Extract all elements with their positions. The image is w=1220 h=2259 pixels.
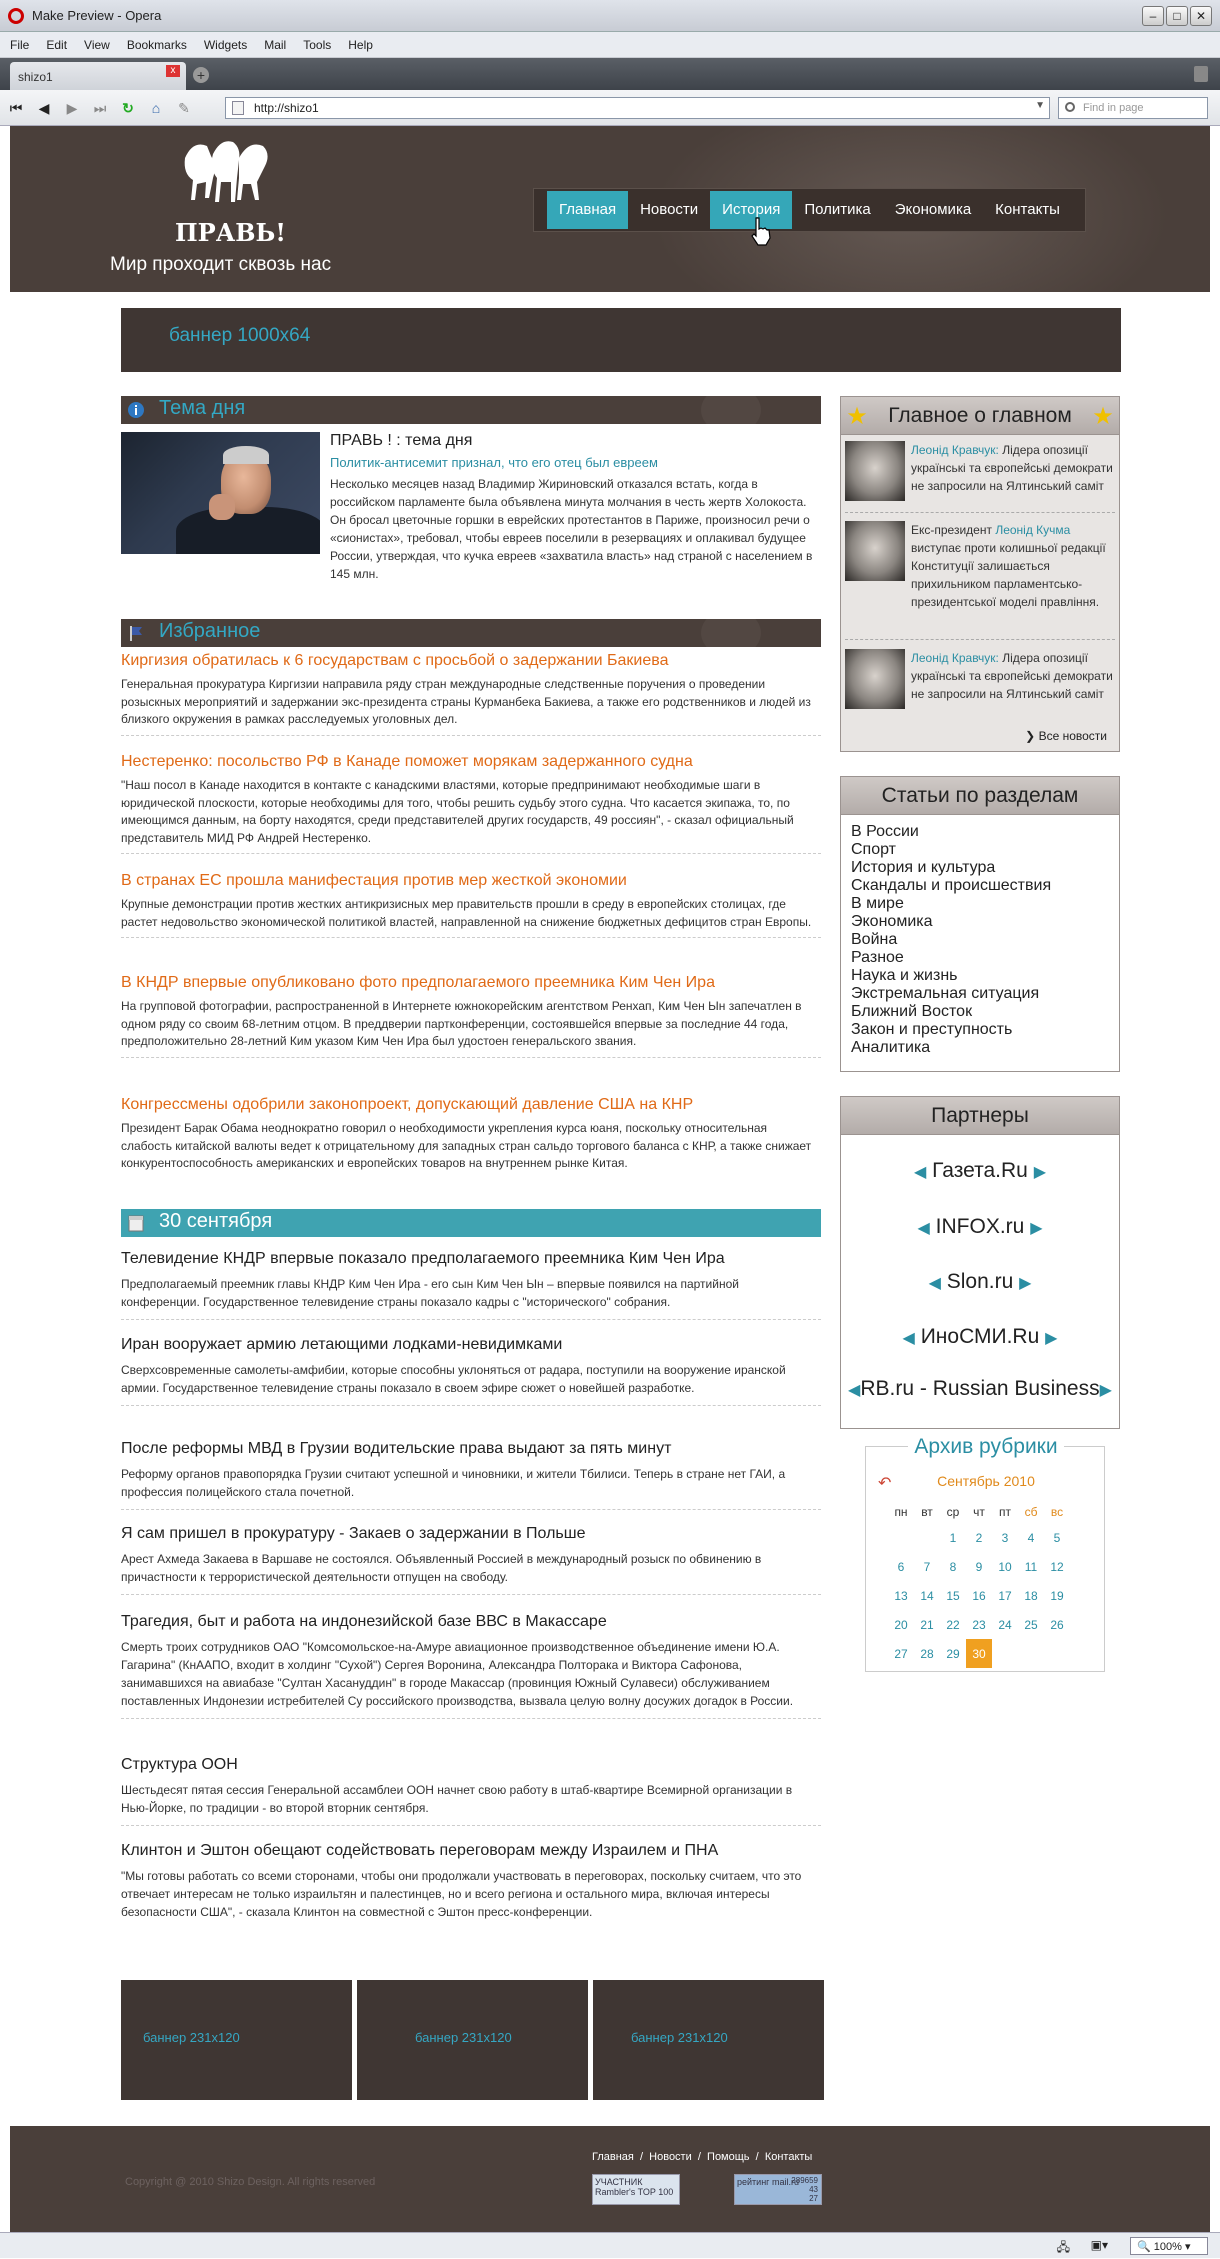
main-news-item — [845, 521, 1115, 625]
calendar-day[interactable]: 10 — [998, 1559, 1012, 1574]
menu-mail[interactable]: Mail — [264, 37, 287, 52]
main-news-text: Лідера опозиції українські та європейські демократи не запросили на Ялтинський саміт — [911, 443, 1113, 493]
menu-widgets[interactable]: Widgets — [203, 37, 248, 52]
tab-shizo1[interactable] — [10, 62, 186, 90]
arrow-right-icon: ▶ — [1033, 1164, 1047, 1181]
opera-logo-icon — [8, 8, 24, 24]
weekday: пт — [999, 1505, 1011, 1519]
arrow-left-icon: ◀ — [848, 1382, 861, 1399]
arrow-left-icon: ◀ — [928, 1275, 941, 1292]
address-input[interactable] — [225, 97, 1050, 119]
day-item — [121, 1440, 821, 1510]
section-day-header — [121, 1209, 821, 1237]
horses-logo-icon — [175, 138, 275, 218]
categories-list — [841, 815, 1119, 1065]
calendar-day — [992, 1639, 1018, 1668]
footer-link[interactable]: Контакты — [764, 2151, 813, 2163]
person-name-link[interactable]: Леонід Кравчук: — [911, 651, 999, 665]
footer-links: Главная / Новости / Помощь / Контакты — [592, 2151, 813, 2163]
day-item — [121, 1613, 821, 1719]
rewind-icon[interactable]: ⏮ — [9, 99, 23, 116]
site-brand[interactable]: ПРАВЬ! — [175, 218, 286, 247]
footer-link[interactable]: Помощь — [707, 2151, 750, 2163]
all-news-link[interactable] — [1025, 729, 1107, 743]
person-photo[interactable] — [845, 441, 905, 501]
arrow-right-icon: ▶ — [1030, 1220, 1043, 1237]
category-link[interactable]: История и культура — [851, 859, 996, 876]
favorites-item-text: Президент Барак Обама неоднократно говорил о необходимости укрепления курса юаня, поскольку относительная слабость китайской валюты ведет к отрицательному для западных стран сальдо торгового баланса с КНР, а также снижает конкурентоспособность американских и европейских товаров на внутреннем рынке Китая. — [121, 1121, 812, 1170]
calendar-day[interactable]: 25 — [1024, 1617, 1038, 1632]
nav-history[interactable]: История — [710, 191, 792, 229]
category-link[interactable]: Экстремальная ситуация — [851, 985, 1040, 1002]
calendar-day[interactable]: 7 — [923, 1559, 931, 1574]
category-link[interactable]: Спорт — [851, 841, 896, 858]
trash-icon[interactable] — [1194, 66, 1208, 82]
category-link[interactable]: Скандалы и происшествия — [851, 877, 1052, 894]
fast-forward-icon[interactable]: ⏭ — [93, 99, 107, 116]
category-link[interactable]: Аналитика — [851, 1039, 931, 1056]
day-item-title[interactable]: Иран вооружает армию летающими лодками-невидимками — [121, 1336, 563, 1353]
partner-label: Газета.Ru — [932, 1159, 1028, 1182]
tab-bar — [0, 58, 1220, 90]
site-footer — [10, 2126, 1210, 2232]
nav-contacts[interactable]: Контакты — [995, 201, 1060, 218]
banner-231x120[interactable]: баннер 231x120 — [121, 1980, 352, 2100]
calendar-grid — [888, 1501, 1070, 1668]
nav-politics[interactable]: Политика — [804, 201, 871, 218]
search-icon — [1065, 102, 1075, 112]
calendar-day[interactable]: 27 — [894, 1646, 908, 1661]
favorites-item — [121, 974, 821, 1058]
archive-title: Архив рубрики — [908, 1435, 1063, 1458]
back-icon[interactable]: ◀ — [38, 99, 50, 116]
back-arrow-icon[interactable]: ↶ — [878, 1475, 892, 1492]
person-name-link[interactable]: Леонід Кучма — [995, 523, 1071, 537]
day-item-title[interactable]: Я сам пришел в прокуратуру - Закаев о задержании в Польше — [121, 1525, 586, 1542]
counter-value: 27 — [809, 2194, 818, 2203]
categories-header: Статьи по разделам — [841, 777, 1119, 815]
calendar-day[interactable]: 9 — [975, 1559, 983, 1574]
main-news-prefix: Екс-президент — [911, 523, 996, 537]
menu-bar — [0, 32, 1220, 58]
favorites-item — [121, 872, 821, 938]
calendar-day[interactable]: 12 — [1050, 1559, 1064, 1574]
menu-help[interactable]: Help — [348, 37, 373, 52]
favorites-item — [121, 1096, 821, 1173]
partner-label: RB.ru - Russian Business — [860, 1377, 1100, 1400]
main-news-text: Лідера опозиції українські та європейські демократи не запросили на Ялтинський саміт — [911, 651, 1113, 701]
topic-photo[interactable] — [121, 432, 320, 554]
category-link[interactable]: Экономика — [851, 913, 933, 930]
flag-icon — [127, 624, 145, 642]
menu-edit[interactable]: Edit — [46, 37, 68, 52]
hand-cursor-icon — [750, 216, 772, 246]
calendar-day — [888, 1523, 914, 1552]
arrow-left-icon: ◀ — [917, 1220, 930, 1237]
favorites-item — [121, 652, 821, 736]
counter-value: 289659 — [791, 2176, 818, 2185]
favorites-item-text: На групповой фотографии, распространенной в Интернете южнокорейским агентством Ренхап, Ким Чен Ын запечатлен в одном ряду со своим 68-летним отцом. В преддверии партконференции, состоявшейся впервые за последние 44 года, предположительно 28-летний Ким указом Ким Чен Ира был удостоен генеральского звания. — [121, 999, 802, 1048]
menu-view[interactable]: View — [84, 37, 110, 52]
day-item-title[interactable]: Трагедия, быт и работа на индонезийской базе ВВС в Макассаре — [121, 1613, 607, 1630]
favorites-item-text: Генеральная прокуратура Киргизии направила ряду стран международные следственные поручения о проведении розыскных мероприятий и задержании экс-президента страны Курманбека Бакиева, а также его родственников и людей из близкого окружения в рамках расследуемых уголовных дел. — [121, 677, 811, 726]
calendar-day[interactable]: 1 — [949, 1530, 957, 1545]
calendar-day[interactable]: 21 — [920, 1617, 934, 1632]
copyright: Copyright @ 2010 Shizo Design. All rights reserved — [125, 2176, 376, 2188]
main-news-title: Главное о главном — [888, 404, 1072, 427]
address-toolbar — [0, 90, 1220, 126]
section-topic-title: Тема дня — [159, 397, 246, 419]
partner-label: ИноСМИ.Ru — [920, 1325, 1040, 1348]
maximize-button[interactable]: □ — [1166, 6, 1188, 26]
menu-file[interactable]: File — [10, 37, 30, 52]
calendar-day[interactable]: 11 — [1024, 1559, 1038, 1574]
banner-231x120[interactable]: баннер 231x120 — [357, 1980, 588, 2100]
category-link[interactable]: В России — [851, 823, 919, 840]
nav-home[interactable]: Главная — [547, 191, 628, 229]
day-item-text: Реформу органов правопорядка Грузии считают успешной и чиновники, и жители Тбилиси. Теперь в стране нет ГАИ, а профессия полицейского стала почетной. — [121, 1467, 786, 1499]
mailru-label: рейтинг mail.ru — [737, 2177, 799, 2187]
favorites-item-title[interactable]: Конгрессмены одобрили законопроект, допускающий давление США на КНР — [121, 1096, 694, 1113]
favorites-item-text: Крупные демонстрации против жестких антикризисных мер правительств прошли в среду в европейских столицах, где растет недовольство экономической политикой властей, направленной на снижение бюджетных дефицитов стран Европы. — [121, 897, 812, 929]
tab-title: shizo1 — [18, 70, 53, 84]
day-item-title[interactable]: После реформы МВД в Грузии водительские права выдают за пять минут — [121, 1440, 672, 1457]
day-item-text: Сверхсовременные самолеты-амфибии, которые способны уклоняться от радара, поступили на вооружение иранской армии. Государственное телевидение страны показало в своем эфире сюжет о новейшей разработке. — [121, 1363, 786, 1395]
topic-subtitle-link[interactable]: Политик-антисемит признал, что его отец был евреем — [330, 455, 658, 470]
category-link[interactable]: Закон и преступность — [851, 1021, 1013, 1038]
menu-bookmarks[interactable]: Bookmarks — [126, 37, 187, 52]
star-icon: ★ — [1092, 403, 1114, 430]
day-item-text: Шестьдесят пятая сессия Генеральной ассамблеи ООН начнет свою работу в штаб-квартире Всемирной организации в Нью-Йорке, по традиции - во второй вторник сентября. — [121, 1783, 793, 1815]
partner-link[interactable] — [841, 1325, 1119, 1349]
calendar-day — [1044, 1639, 1070, 1668]
arrow-left-icon: ◀ — [902, 1330, 915, 1347]
calendar-day[interactable]: 22 — [946, 1617, 960, 1632]
calendar-day[interactable]: 23 — [972, 1617, 986, 1632]
new-tab-button[interactable]: + — [193, 67, 209, 83]
day-item — [121, 1525, 821, 1595]
site-header — [10, 126, 1210, 292]
topic-text: Несколько месяцев назад Владимир Жириновский отказался встать, когда в российском парламенте была объявлена минута молчания в честь жертв Холокоста. Он бросал цветочные горшки в еврейских протестантов в Париже, произносил речи о «сионистах», требовал, чтобы евреев поселили в резервациях и оплакивал будущее России, утверждая, что кучка евреев «захватила власть» над страной с населением в 145 млн. — [330, 477, 813, 581]
title-bar — [0, 0, 1220, 32]
archive-month[interactable]: Сентябрь 2010 — [937, 1473, 1035, 1489]
zoom-value: 100% — [1153, 2241, 1182, 2253]
day-item-title[interactable]: Структура ООН — [121, 1756, 238, 1773]
mailru-counter[interactable] — [734, 2174, 822, 2205]
calendar-day — [1018, 1639, 1044, 1668]
category-link[interactable]: В мире — [851, 895, 904, 912]
category-link[interactable]: Разное — [851, 949, 904, 966]
favorites-item-title[interactable]: Киргизия обратилась к 6 государствам с просьбой о задержании Бакиева — [121, 652, 669, 669]
weekday: вт — [921, 1505, 933, 1519]
calendar-day[interactable]: 16 — [972, 1588, 986, 1603]
day-item-title[interactable]: Телевидение КНДР впервые показало предполагаемого преемника Ким Чен Ира — [121, 1250, 725, 1267]
calendar-day — [914, 1523, 940, 1552]
calendar-day[interactable]: 18 — [1024, 1588, 1038, 1603]
calendar-day[interactable]: 3 — [1001, 1530, 1009, 1545]
calendar-day[interactable]: 28 — [920, 1646, 934, 1661]
minimize-button[interactable]: – — [1142, 6, 1164, 26]
day-item-text: Арест Ахмеда Закаева в Варшаве не состоялся. Объявленный Россией в международный розыск по обвинению в причастности к террористической деятельности отпущен на свободу. — [121, 1552, 762, 1584]
favorites-item-title[interactable]: В странах ЕС прошла манифестация против мер жесткой экономии — [121, 872, 627, 889]
day-item-title[interactable]: Клинтон и Эштон обещают содействовать переговорам между Израилем и ПНА — [121, 1842, 719, 1859]
main-nav — [533, 188, 1086, 232]
url-text: http://shizo1 — [254, 101, 319, 115]
calendar-day[interactable]: 30 — [966, 1639, 992, 1668]
find-input[interactable] — [1058, 97, 1208, 119]
web-page — [10, 126, 1210, 2232]
day-item-text: Предполагаемый преемник главы КНДР Ким Чен Ира - его сын Ким Чен Ын – впервые появился на партийной конференции. Государственное телевидение страны показало кадры с "исторического" собрания. — [121, 1277, 739, 1309]
categories-box — [840, 776, 1120, 1072]
day-item-text: "Мы готовы работать со всеми сторонами, чтобы они продолжали участвовать в переговорах, поскольку считаем, что это отвечает интересам не только израильтян и палестинцев, но и всего региона и остального мира, включая интересы безопасности США", - сказала Клинтон на совместной с Эштон пресс-конференции. — [121, 1869, 802, 1919]
person-name-link[interactable]: Леонід Кравчук: — [911, 443, 999, 457]
archive-calendar — [865, 1435, 1105, 1672]
partner-link[interactable] — [841, 1159, 1119, 1183]
main-news-header — [841, 397, 1119, 435]
person-photo[interactable] — [845, 649, 905, 709]
calendar-day[interactable]: 20 — [894, 1617, 908, 1632]
reload-icon[interactable]: ↻ — [122, 99, 134, 116]
main-news-item — [845, 649, 1115, 713]
weekday: пн — [894, 1505, 908, 1519]
site-slogan: Мир проходит сквозь нас — [110, 254, 332, 275]
category-link[interactable]: Ближний Восток — [851, 1003, 973, 1020]
calendar-day[interactable]: 26 — [1050, 1617, 1064, 1632]
partners-box — [840, 1096, 1120, 1429]
star-icon: ★ — [846, 403, 868, 430]
counter-value: 43 — [809, 2185, 818, 2194]
footer-link[interactable]: Новости — [649, 2151, 692, 2163]
category-link[interactable]: Наука и жизнь — [851, 967, 958, 984]
calendar-day[interactable]: 8 — [949, 1559, 957, 1574]
info-icon — [127, 401, 145, 419]
rambler-counter[interactable]: УЧАСТНИК Rambler's TOP 100 — [592, 2174, 680, 2205]
page-icon — [232, 101, 244, 115]
main-news-box — [840, 396, 1120, 752]
menu-tools[interactable]: Tools — [303, 37, 332, 52]
person-photo[interactable] — [845, 521, 905, 581]
calendar-day[interactable]: 2 — [975, 1530, 983, 1545]
day-item — [121, 1250, 821, 1320]
nav-news[interactable]: Новости — [640, 201, 699, 218]
banner-1000x64[interactable]: баннер 1000x64 — [121, 308, 1121, 372]
arrow-right-icon: ▶ — [1045, 1330, 1058, 1347]
favorites-item — [121, 753, 821, 854]
day-item — [121, 1756, 821, 1826]
weekday: вс — [1050, 1505, 1064, 1519]
main-news-item — [845, 441, 1115, 505]
zoom-select[interactable]: 🔍 100% ▾ — [1130, 2237, 1208, 2255]
main-news-text: виступає проти колишньої редакції Конституції залишається прихильником парламентсько-президентської моделі правління. — [911, 541, 1106, 609]
favorites-item-title[interactable]: Нестеренко: посольство РФ в Канаде поможет морякам задержанного судна — [121, 753, 693, 770]
calendar-icon — [127, 1214, 145, 1232]
calendar-day[interactable]: 14 — [920, 1588, 934, 1603]
close-tab-icon[interactable]: x — [166, 65, 180, 77]
section-topic-header — [121, 396, 821, 424]
nav-economy[interactable]: Экономика — [894, 201, 972, 218]
partners-header: Партнеры — [841, 1097, 1119, 1135]
calendar-day[interactable]: 29 — [946, 1646, 960, 1661]
weekday: чт — [973, 1505, 985, 1519]
weekday: сб — [1024, 1505, 1038, 1519]
calendar-day[interactable]: 13 — [894, 1588, 908, 1603]
calendar-day[interactable]: 5 — [1053, 1530, 1061, 1545]
partner-label: INFOX.ru — [935, 1215, 1025, 1238]
calendar-day[interactable]: 15 — [946, 1588, 960, 1603]
chevron-down-icon[interactable]: ▼ — [1035, 100, 1045, 111]
network-icon[interactable]: 🖧 — [1056, 2240, 1070, 2254]
arrow-right-icon: ▶ — [1099, 1382, 1112, 1399]
view-icon[interactable]: ▣▾ — [1090, 2238, 1108, 2252]
calendar-day[interactable]: 4 — [1027, 1530, 1035, 1545]
forward-icon[interactable]: ▶ — [66, 99, 78, 116]
partner-link[interactable] — [841, 1270, 1119, 1294]
day-item-text: Смерть троих сотрудников ОАО "Комсомольское-на-Амуре авиационное производственное объединение имени Ю.А. Гагарина" (КнААПО, входит в холдинг "Сухой") Сергея Воронина, Александра Полторака и Виктора Сафонова, занимавшихся на авиабазе "Султан Хасануддин" в городе Макассар (провинция Южный Сулавеси) обслуживанием поставленных Индонезии истребителей Су российского производства, вызвала целую волну досужих догадок в России. — [121, 1640, 794, 1708]
section-day-title: 30 сентября — [159, 1210, 273, 1232]
window-title: Make Preview - Opera — [32, 8, 162, 23]
status-bar — [0, 2232, 1220, 2258]
day-item — [121, 1842, 821, 1921]
favorites-item-text: "Наш посол в Канаде находится в контакте с канадскими властями, которые предпринимают необходимые шаги в юридической плоскости, которые необходимы для того, чтобы решить судьбу этого судна. Что касается экипажа, то, по имеющимся данным, на борту находятся, среди представителей других государств, 49 россиян", - сказал официальный представитель МИД РФ Андрей Нестеренко. — [121, 778, 794, 845]
calendar-day[interactable]: 19 — [1050, 1588, 1064, 1603]
topic-title: ПРАВЬ ! : тема дня — [330, 432, 473, 449]
section-favorites-header — [121, 619, 821, 647]
arrow-left-icon: ◀ — [913, 1164, 927, 1181]
calendar-day[interactable]: 24 — [998, 1617, 1012, 1632]
weekday: ср — [946, 1505, 960, 1519]
day-item — [121, 1336, 821, 1406]
category-link[interactable]: Война — [851, 931, 898, 948]
home-icon[interactable]: ⌂ — [151, 99, 161, 116]
partner-link[interactable] — [841, 1215, 1119, 1239]
close-window-button[interactable]: ✕ — [1190, 6, 1212, 26]
footer-link[interactable]: Главная — [592, 2151, 634, 2163]
calendar-day[interactable]: 17 — [998, 1588, 1012, 1603]
double-chevron-right-icon: ❯ — [1025, 729, 1036, 743]
partner-label: Slon.ru — [946, 1270, 1014, 1293]
partner-link[interactable] — [841, 1377, 1119, 1401]
edit-icon[interactable]: ✎ — [178, 99, 190, 116]
arrow-right-icon: ▶ — [1019, 1275, 1032, 1292]
banner-231x120[interactable]: баннер 231x120 — [593, 1980, 824, 2100]
section-favorites-title: Избранное — [159, 620, 261, 642]
favorites-item-title[interactable]: В КНДР впервые опубликовано фото предполагаемого преемника Ким Чен Ира — [121, 974, 715, 991]
calendar-day[interactable]: 6 — [897, 1559, 905, 1574]
all-news-label: Все новости — [1038, 729, 1107, 743]
find-placeholder: Find in page — [1083, 102, 1144, 114]
